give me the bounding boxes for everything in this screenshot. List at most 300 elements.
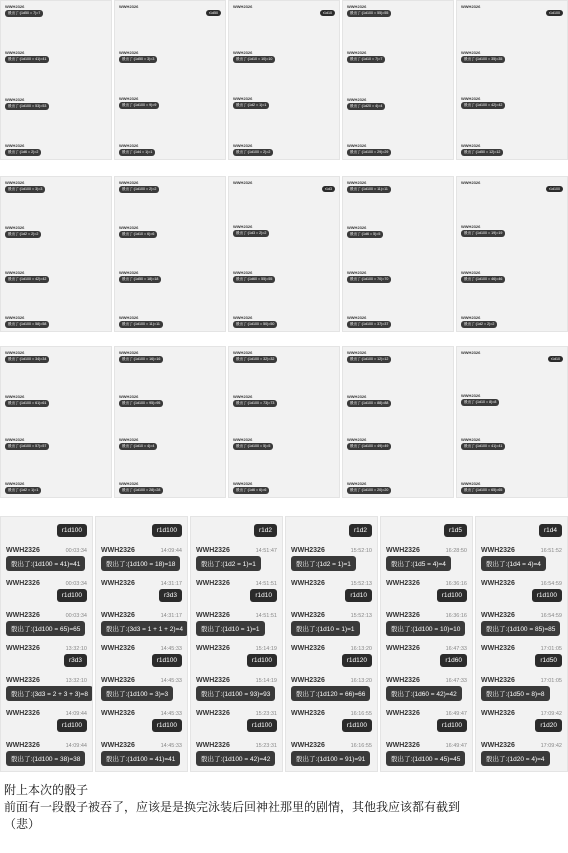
message-meta [6, 677, 87, 684]
roll-result-bubble [101, 621, 188, 636]
command-bubble: r1d100 [247, 654, 277, 667]
sender-name: WWH2326 [347, 350, 367, 355]
roll-prefix: 骰出了: [350, 11, 362, 15]
message-meta [461, 143, 563, 148]
roll-value: (1d6 = 6)=6 [247, 487, 267, 492]
roll-prefix: 骰出了: [464, 231, 476, 236]
message-meta [233, 350, 335, 355]
chat-message [461, 180, 563, 192]
chat-screenshot [380, 516, 473, 772]
roll-prefix: 骰出了: [350, 400, 362, 405]
message-meta [196, 612, 277, 619]
chat-message [5, 270, 107, 283]
message-time: 15:52:10 [350, 547, 372, 554]
roll-result-bubble [481, 751, 550, 766]
message-meta [291, 547, 372, 554]
command-bubble: r1d100 [342, 719, 372, 732]
message-time: 16:13:20 [350, 677, 372, 684]
message-meta [347, 180, 449, 185]
sender-name: WWH2326 [5, 142, 25, 148]
chat-message [6, 645, 87, 667]
sender-name: WWH2326 [347, 142, 367, 148]
sender-name: WWH2326 [233, 393, 253, 399]
roll-value: (1d100 = 41)=41 [127, 755, 176, 763]
roll-result-bubble [5, 356, 49, 363]
roll-result-bubble [291, 751, 370, 766]
message-time: 15:14:19 [255, 646, 277, 653]
message-meta [461, 4, 563, 9]
sender-name: WWH2326 [461, 314, 481, 320]
roll-prefix: 骰出了: [122, 56, 134, 61]
command-bubble: r1d100 [546, 10, 563, 16]
roll-value: (1d120 = 66)=66 [317, 690, 366, 698]
message-meta [5, 481, 107, 486]
chat-message [196, 547, 277, 571]
roll-value: (1d100 = 28)=28 [133, 487, 161, 492]
chat-screenshot [190, 516, 283, 772]
roll-result-bubble [5, 231, 41, 238]
roll-value: (1d50 = 12)=12 [475, 149, 501, 154]
roll-result-bubble [347, 276, 391, 283]
roll-value: (1d100 = 11)=11 [133, 322, 160, 326]
sender-name: WWH2326 [119, 393, 139, 399]
sender-name: WWH2326 [386, 710, 420, 718]
message-meta [461, 350, 563, 355]
chat-message [347, 225, 449, 238]
chat-message [5, 143, 107, 156]
sender-name: WWH2326 [5, 180, 25, 185]
message-meta [291, 677, 372, 684]
sender-name: WWH2326 [461, 269, 481, 275]
sender-name: WWH2326 [386, 546, 420, 554]
message-meta [347, 437, 449, 442]
command-bubble: r1d20 [535, 719, 562, 732]
roll-result-bubble [196, 621, 265, 636]
roll-result-bubble [119, 276, 161, 283]
roll-prefix: 骰出了: [296, 755, 318, 763]
sender-name: WWH2326 [386, 676, 420, 684]
roll-value: (1d50 = 3)=3 [133, 56, 155, 61]
roll-prefix: 骰出了: [122, 232, 134, 236]
message-time: 14:31:17 [160, 612, 182, 619]
roll-prefix: 骰出了: [8, 57, 20, 62]
roll-value: (1d100 = 41)=41 [32, 560, 81, 568]
sender-name: WWH2326 [119, 142, 139, 148]
roll-result-bubble [119, 186, 159, 193]
message-time: 14:09:44 [160, 547, 182, 554]
roll-prefix: 骰出了: [350, 103, 362, 108]
roll-prefix: 骰出了: [122, 487, 134, 492]
message-meta [481, 742, 562, 749]
chat-message [196, 742, 277, 766]
chat-message [386, 742, 467, 766]
roll-result-bubble [5, 443, 49, 450]
sender-name: WWH2326 [386, 645, 420, 653]
roll-value: (1d10 = 4)=4 [133, 444, 155, 449]
roll-prefix: 骰出了: [464, 321, 476, 326]
caption-line-1: 附上本次的骰子 [4, 783, 89, 797]
roll-prefix: 骰出了: [201, 690, 223, 698]
command-bubble: r1d100 [437, 589, 467, 602]
message-meta [386, 547, 467, 554]
roll-prefix: 骰出了: [236, 56, 248, 61]
chat-message [291, 645, 372, 667]
chat-message [119, 225, 221, 238]
message-meta [291, 710, 372, 717]
sender-name: WWH2326 [481, 546, 515, 554]
roll-prefix: 骰出了: [464, 276, 476, 281]
roll-prefix: 骰出了: [8, 11, 20, 15]
roll-prefix: 骰出了: [106, 755, 128, 763]
screenshot-strip-2 [0, 176, 568, 332]
chat-message [347, 315, 449, 328]
chat-message [347, 97, 449, 110]
command-bubble: r1d4 [539, 524, 562, 537]
roll-prefix: 骰出了: [8, 103, 20, 108]
chat-screenshot [475, 516, 568, 772]
message-meta [347, 225, 449, 230]
message-time: 17:01:05 [540, 677, 562, 684]
sender-name: WWH2326 [196, 580, 230, 588]
chat-message [481, 547, 562, 571]
roll-prefix: 骰出了: [464, 400, 476, 404]
roll-prefix: 骰出了: [122, 187, 134, 191]
message-meta [481, 677, 562, 684]
chat-message [291, 677, 372, 701]
chat-screenshot [228, 0, 340, 160]
chat-message [291, 547, 372, 571]
roll-result-bubble [5, 103, 49, 110]
chat-message [101, 580, 182, 602]
message-time: 14:45:33 [160, 646, 182, 653]
message-time: 17:01:05 [540, 646, 562, 653]
message-time: 16:47:33 [445, 677, 467, 684]
roll-result-bubble [461, 230, 505, 237]
chat-message [347, 180, 449, 193]
sender-name: WWH2326 [233, 96, 253, 102]
chat-message [101, 612, 182, 636]
chat-screenshot [456, 176, 568, 332]
roll-prefix: 骰出了: [122, 322, 134, 326]
message-meta [347, 394, 449, 399]
roll-prefix: 骰出了: [122, 277, 134, 281]
roll-result-bubble [291, 686, 370, 701]
roll-prefix: 骰出了: [464, 56, 476, 61]
chat-message [101, 677, 182, 701]
roll-value: (1d5 = 4)=4 [412, 560, 446, 568]
message-meta [347, 270, 449, 275]
sender-name: WWH2326 [461, 224, 481, 230]
roll-prefix: 骰出了: [236, 400, 248, 405]
message-meta [347, 481, 449, 486]
sender-name: WWH2326 [101, 710, 135, 718]
sender-name: WWH2326 [6, 580, 40, 588]
sender-name: WWH2326 [461, 437, 481, 442]
chat-screenshot [342, 346, 454, 498]
roll-prefix: 骰出了: [11, 560, 33, 568]
roll-result-bubble [5, 487, 41, 494]
message-meta [5, 4, 107, 9]
sender-name: WWH2326 [481, 710, 515, 718]
roll-value: (1d100 = 45)=45 [412, 755, 461, 763]
roll-result-bubble [196, 751, 275, 766]
message-meta [119, 394, 221, 399]
sender-name: WWH2326 [233, 224, 253, 230]
message-meta [6, 612, 87, 619]
chat-message [461, 315, 563, 328]
command-bubble: r1d2 [349, 524, 372, 537]
roll-value: (1d100 = 10)=10 [412, 625, 461, 633]
message-time: 14:45:33 [160, 677, 182, 684]
roll-prefix: 骰出了: [236, 149, 248, 154]
command-bubble: r1d50 [535, 654, 562, 667]
chat-message [6, 677, 87, 701]
sender-name: WWH2326 [347, 225, 367, 230]
roll-value: (1d100 = 55)=55 [361, 11, 389, 15]
command-bubble: r1d10 [345, 589, 372, 602]
chat-screenshot [0, 346, 112, 498]
message-meta [101, 710, 182, 717]
caption-line-2: 前面有一段骰子被吞了，应该是是换完泳装后回神社那里的剧情，其他我应该都有截到 [4, 800, 461, 814]
message-meta [233, 4, 335, 9]
message-meta [5, 225, 107, 230]
roll-value: (1d100 = 2)=2 [247, 149, 271, 154]
message-time: 16:49:47 [445, 711, 467, 718]
sender-name: WWH2326 [461, 350, 481, 355]
sender-name: WWH2326 [119, 225, 139, 230]
roll-result-bubble [101, 556, 180, 571]
message-meta [386, 645, 467, 652]
sender-name: WWH2326 [386, 611, 420, 619]
message-meta [481, 580, 562, 587]
roll-result-bubble [347, 400, 391, 407]
command-bubble: r1d100 [152, 654, 182, 667]
sender-name: WWH2326 [119, 480, 139, 486]
roll-value: (1d100 = 12)=12 [361, 357, 389, 361]
roll-prefix: 骰出了: [350, 187, 362, 191]
roll-result-bubble [119, 356, 163, 363]
message-meta [6, 645, 87, 652]
message-meta [233, 96, 335, 101]
command-bubble: r1d100 [247, 719, 277, 732]
chat-message [119, 96, 221, 109]
message-meta [461, 50, 563, 55]
roll-result-bubble [233, 56, 275, 63]
roll-prefix: 骰出了: [8, 277, 20, 281]
chat-message [233, 180, 335, 192]
chat-message [461, 350, 563, 362]
message-time: 17:09:42 [540, 742, 562, 749]
roll-result-bubble [347, 443, 391, 450]
post-caption [4, 782, 564, 833]
sender-name: WWH2326 [347, 270, 367, 275]
chat-message [461, 224, 563, 237]
roll-result-bubble [5, 10, 43, 17]
sender-name: WWH2326 [347, 50, 367, 56]
message-meta [461, 96, 563, 101]
message-time: 16:16:55 [350, 711, 372, 718]
sender-name: WWH2326 [119, 270, 139, 275]
chat-screenshot [228, 346, 340, 498]
roll-prefix: 骰出了: [236, 444, 248, 449]
roll-result-bubble [233, 102, 269, 109]
chat-message [233, 481, 335, 494]
message-meta [233, 50, 335, 55]
message-meta [291, 580, 372, 587]
roll-value: (1d100 = 42)=42 [19, 277, 47, 281]
roll-value: (1d10 = 10)=10 [247, 56, 273, 61]
sender-name: WWH2326 [5, 393, 25, 399]
message-meta [481, 612, 562, 619]
roll-value: (1d50 = 8)=8 [507, 690, 545, 698]
message-meta [5, 394, 107, 399]
roll-result-bubble [101, 751, 180, 766]
roll-prefix: 骰出了: [350, 277, 362, 281]
message-time: 16:16:55 [350, 742, 372, 749]
command-bubble: r1d100 [532, 589, 562, 602]
command-bubble: r3d3 [159, 589, 182, 602]
chat-message [6, 742, 87, 766]
chat-message [6, 612, 87, 636]
roll-result-bubble [5, 276, 49, 283]
chat-message [481, 612, 562, 636]
roll-prefix: 骰出了: [236, 487, 248, 492]
roll-prefix: 骰出了: [122, 357, 134, 361]
roll-result-bubble [291, 556, 356, 571]
chat-message [5, 97, 107, 110]
command-bubble: r1d50 [206, 10, 221, 16]
roll-value: (1d100 = 65)=65 [475, 488, 503, 492]
message-meta [101, 742, 182, 749]
sender-name: WWH2326 [6, 710, 40, 718]
message-time: 15:23:31 [255, 711, 277, 718]
roll-prefix: 骰出了: [8, 232, 20, 236]
message-meta [119, 225, 221, 230]
roll-value: (1d100 = 3)=3 [19, 187, 43, 191]
message-meta [461, 224, 563, 229]
chat-message [119, 4, 221, 16]
sender-name: WWH2326 [291, 710, 325, 718]
sender-name: WWH2326 [6, 676, 40, 684]
message-meta [101, 547, 182, 554]
roll-prefix: 骰出了: [296, 625, 318, 633]
message-meta [481, 710, 562, 717]
sender-name: WWH2326 [196, 741, 230, 749]
roll-prefix: 骰出了: [486, 755, 508, 763]
sender-name: WWH2326 [233, 480, 253, 486]
sender-name: WWH2326 [347, 180, 367, 185]
sender-name: WWH2326 [101, 645, 135, 653]
message-time: 16:28:50 [445, 547, 467, 554]
chat-message [119, 315, 221, 328]
message-time: 15:52:13 [350, 612, 372, 619]
chat-message [233, 350, 335, 363]
roll-value: (1d4 = 1)=1 [133, 149, 153, 154]
sender-name: WWH2326 [101, 676, 135, 684]
chat-screenshot [342, 0, 454, 160]
chat-message [347, 4, 449, 17]
message-meta [119, 270, 221, 275]
message-meta [347, 315, 449, 320]
roll-value: (1d100 = 11)=11 [361, 187, 388, 191]
command-bubble: r1d3 [322, 186, 335, 192]
sender-name: WWH2326 [481, 580, 515, 588]
roll-result-bubble [461, 149, 503, 156]
chat-message [233, 224, 335, 237]
message-meta [196, 645, 277, 652]
roll-value: (1d100 = 41)=41 [475, 444, 503, 448]
sender-name: WWH2326 [386, 741, 420, 749]
chat-message [481, 645, 562, 667]
message-meta [119, 50, 221, 55]
sender-name: WWH2326 [481, 611, 515, 619]
roll-value: (1d50 = 7)=7 [19, 11, 41, 15]
sender-name: WWH2326 [461, 96, 481, 102]
message-time: 15:52:13 [350, 581, 372, 588]
chat-message [196, 612, 277, 636]
sender-name: WWH2326 [196, 645, 230, 653]
sender-name: WWH2326 [347, 437, 367, 443]
message-meta [5, 350, 107, 355]
chat-message [101, 645, 182, 667]
roll-result-bubble [119, 231, 157, 238]
message-time: 00:03:34 [65, 547, 87, 554]
chat-message [461, 50, 563, 63]
roll-result-bubble [347, 231, 383, 238]
message-meta [6, 547, 87, 554]
chat-screenshot [456, 346, 568, 498]
sender-name: WWH2326 [6, 546, 40, 554]
message-meta [119, 180, 221, 185]
command-bubble: r1d100 [57, 719, 87, 732]
chat-message [233, 270, 335, 283]
chat-message [386, 547, 467, 571]
roll-result-bubble [461, 399, 499, 406]
message-meta [101, 612, 182, 619]
message-meta [386, 742, 467, 749]
chat-message [233, 143, 335, 156]
message-meta [233, 270, 335, 275]
roll-result-bubble [347, 103, 385, 110]
sender-name: WWH2326 [461, 49, 481, 55]
roll-prefix: 骰出了: [464, 103, 476, 108]
roll-value: (1d20 = 4)=4 [361, 103, 383, 108]
chat-message [196, 710, 277, 732]
roll-value: (1d100 = 49)=49 [361, 444, 389, 449]
roll-value: (1d100 = 46)=46 [475, 276, 503, 281]
message-meta [347, 50, 449, 55]
roll-value: (1d100 = 70)=70 [361, 277, 389, 281]
command-bubble: r1d60 [440, 654, 467, 667]
message-time: 13:32:10 [65, 646, 87, 653]
roll-prefix: 骰出了: [236, 103, 248, 108]
message-time: 16:47:33 [445, 646, 467, 653]
chat-message [347, 394, 449, 407]
chat-message [5, 50, 107, 63]
message-meta [233, 180, 335, 185]
sender-name: WWH2326 [5, 315, 25, 320]
message-meta [461, 437, 563, 442]
roll-result-bubble [233, 276, 275, 283]
sender-name: WWH2326 [233, 314, 253, 320]
roll-prefix: 骰出了: [11, 755, 33, 763]
chat-message [101, 547, 182, 571]
sender-name: WWH2326 [196, 546, 230, 554]
message-meta [5, 437, 107, 442]
message-meta [233, 394, 335, 399]
sender-name: WWH2326 [5, 225, 25, 230]
roll-result-bubble [119, 400, 163, 407]
